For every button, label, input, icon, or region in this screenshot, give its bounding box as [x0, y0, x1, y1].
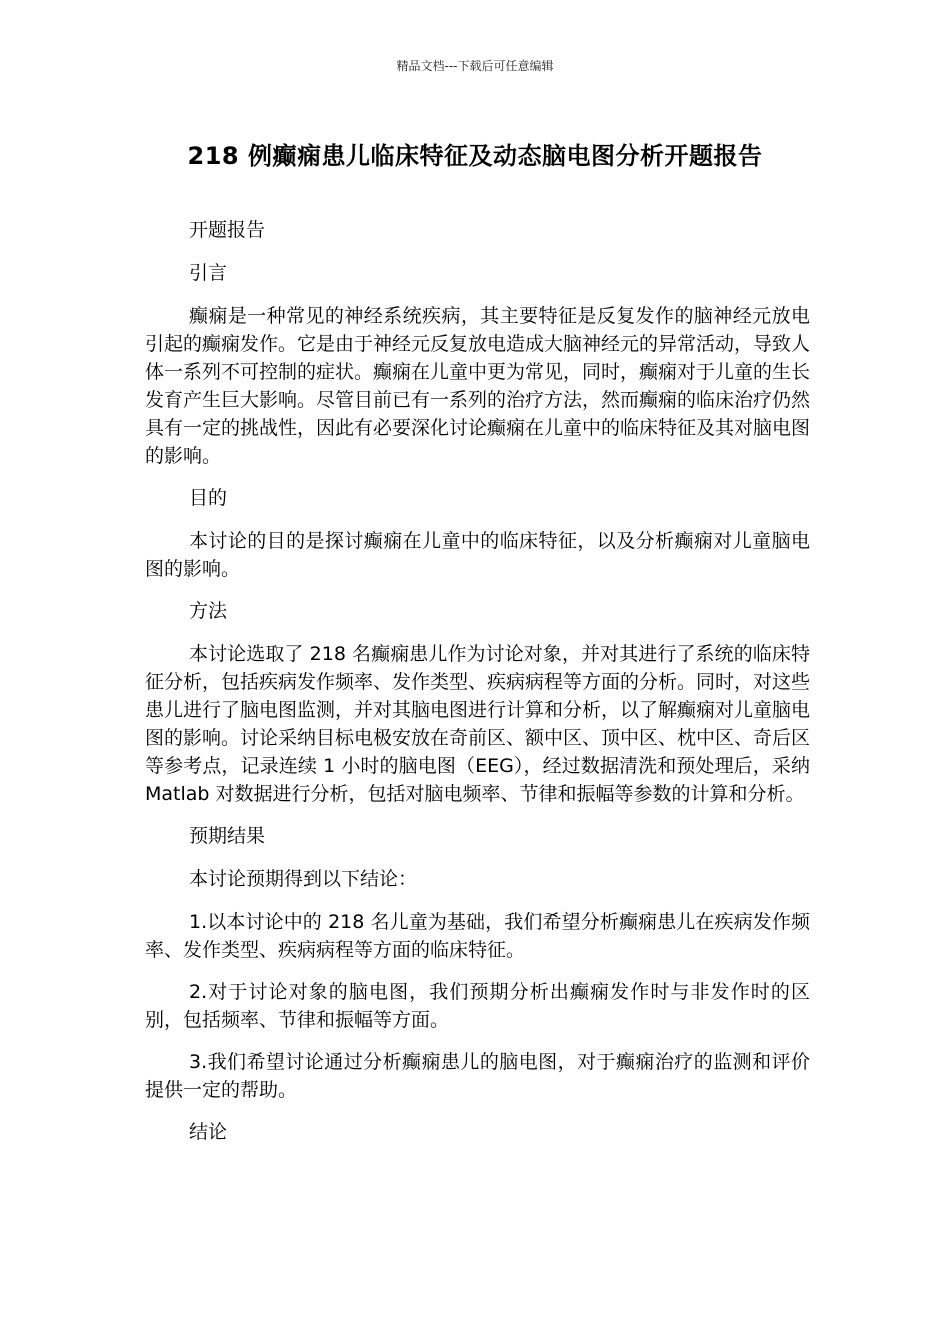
method-heading: 方法	[189, 600, 228, 622]
header-note: 精品文档---下载后可任意编辑	[396, 59, 554, 73]
document-title: 218 例癫痫患儿临床特征及动态脑电图分析开题报告	[187, 142, 763, 170]
conclusion-heading: 结论	[189, 1121, 228, 1143]
method-paragraph: 本讨论选取了 218 名癫痫患儿作为讨论对象，并对其进行了系统的临床特征分析，包括疾病发作频率、发作类型、疾病病程等方面的分析。同时，对这些患儿进行了脑电图监测，并对其脑电图进行计算和分析，以了解癫痫对儿童脑电图的影响。讨论采纳目标电极安放在奇前区、额中区、顶中区、枕中区、奇后区等参考点，记录连续 1 小时的脑电图（EEG），经过数据清洗和预处理后，采纳 Matlab 对数据进行分析，包括对脑电频率、节律和振幅等参数的计算和分析。	[145, 643, 811, 805]
expected-item-1: 1.以本讨论中的 218 名儿童为基础，我们希望分析癫痫患儿在疾病发作频率、发作类型、疾病病程等方面的临床特征。	[145, 911, 810, 961]
expected-heading: 预期结果	[189, 825, 266, 847]
expected-item-3: 3.我们希望讨论通过分析癫痫患儿的脑电图，对于癫痫治疗的监测和评价提供一定的帮助。	[145, 1051, 810, 1101]
purpose-paragraph: 本讨论的目的是探讨癫痫在儿童中的临床特征，以及分析癫痫对儿童脑电图的影响。	[145, 530, 810, 580]
document-body	[145, 216, 810, 1161]
purpose-heading: 目的	[189, 487, 228, 509]
intro-heading: 引言	[189, 262, 228, 284]
intro-paragraph: 癫痫是一种常见的神经系统疾病，其主要特征是反复发作的脑神经元放电引起的癫痫发作。它是由于神经元反复放电造成大脑神经元的异常活动，导致人体一系列不可控制的症状。癫痫在儿童中更为常见，同时，癫痫对于儿童的生长发育产生巨大影响。尽管目前已有一系列的治疗方法，然而癫痫的临床治疗仍然具有一定的挑战性，因此有必要深化讨论癫痫在儿童中的临床特征及其对脑电图的影响。	[145, 305, 811, 467]
report-label: 开题报告	[189, 219, 266, 241]
expected-item-2: 2.对于讨论对象的脑电图，我们预期分析出癫痫发作时与非发作时的区别，包括频率、节律和振幅等方面。	[145, 981, 810, 1031]
expected-intro: 本讨论预期得到以下结论：	[189, 868, 418, 890]
